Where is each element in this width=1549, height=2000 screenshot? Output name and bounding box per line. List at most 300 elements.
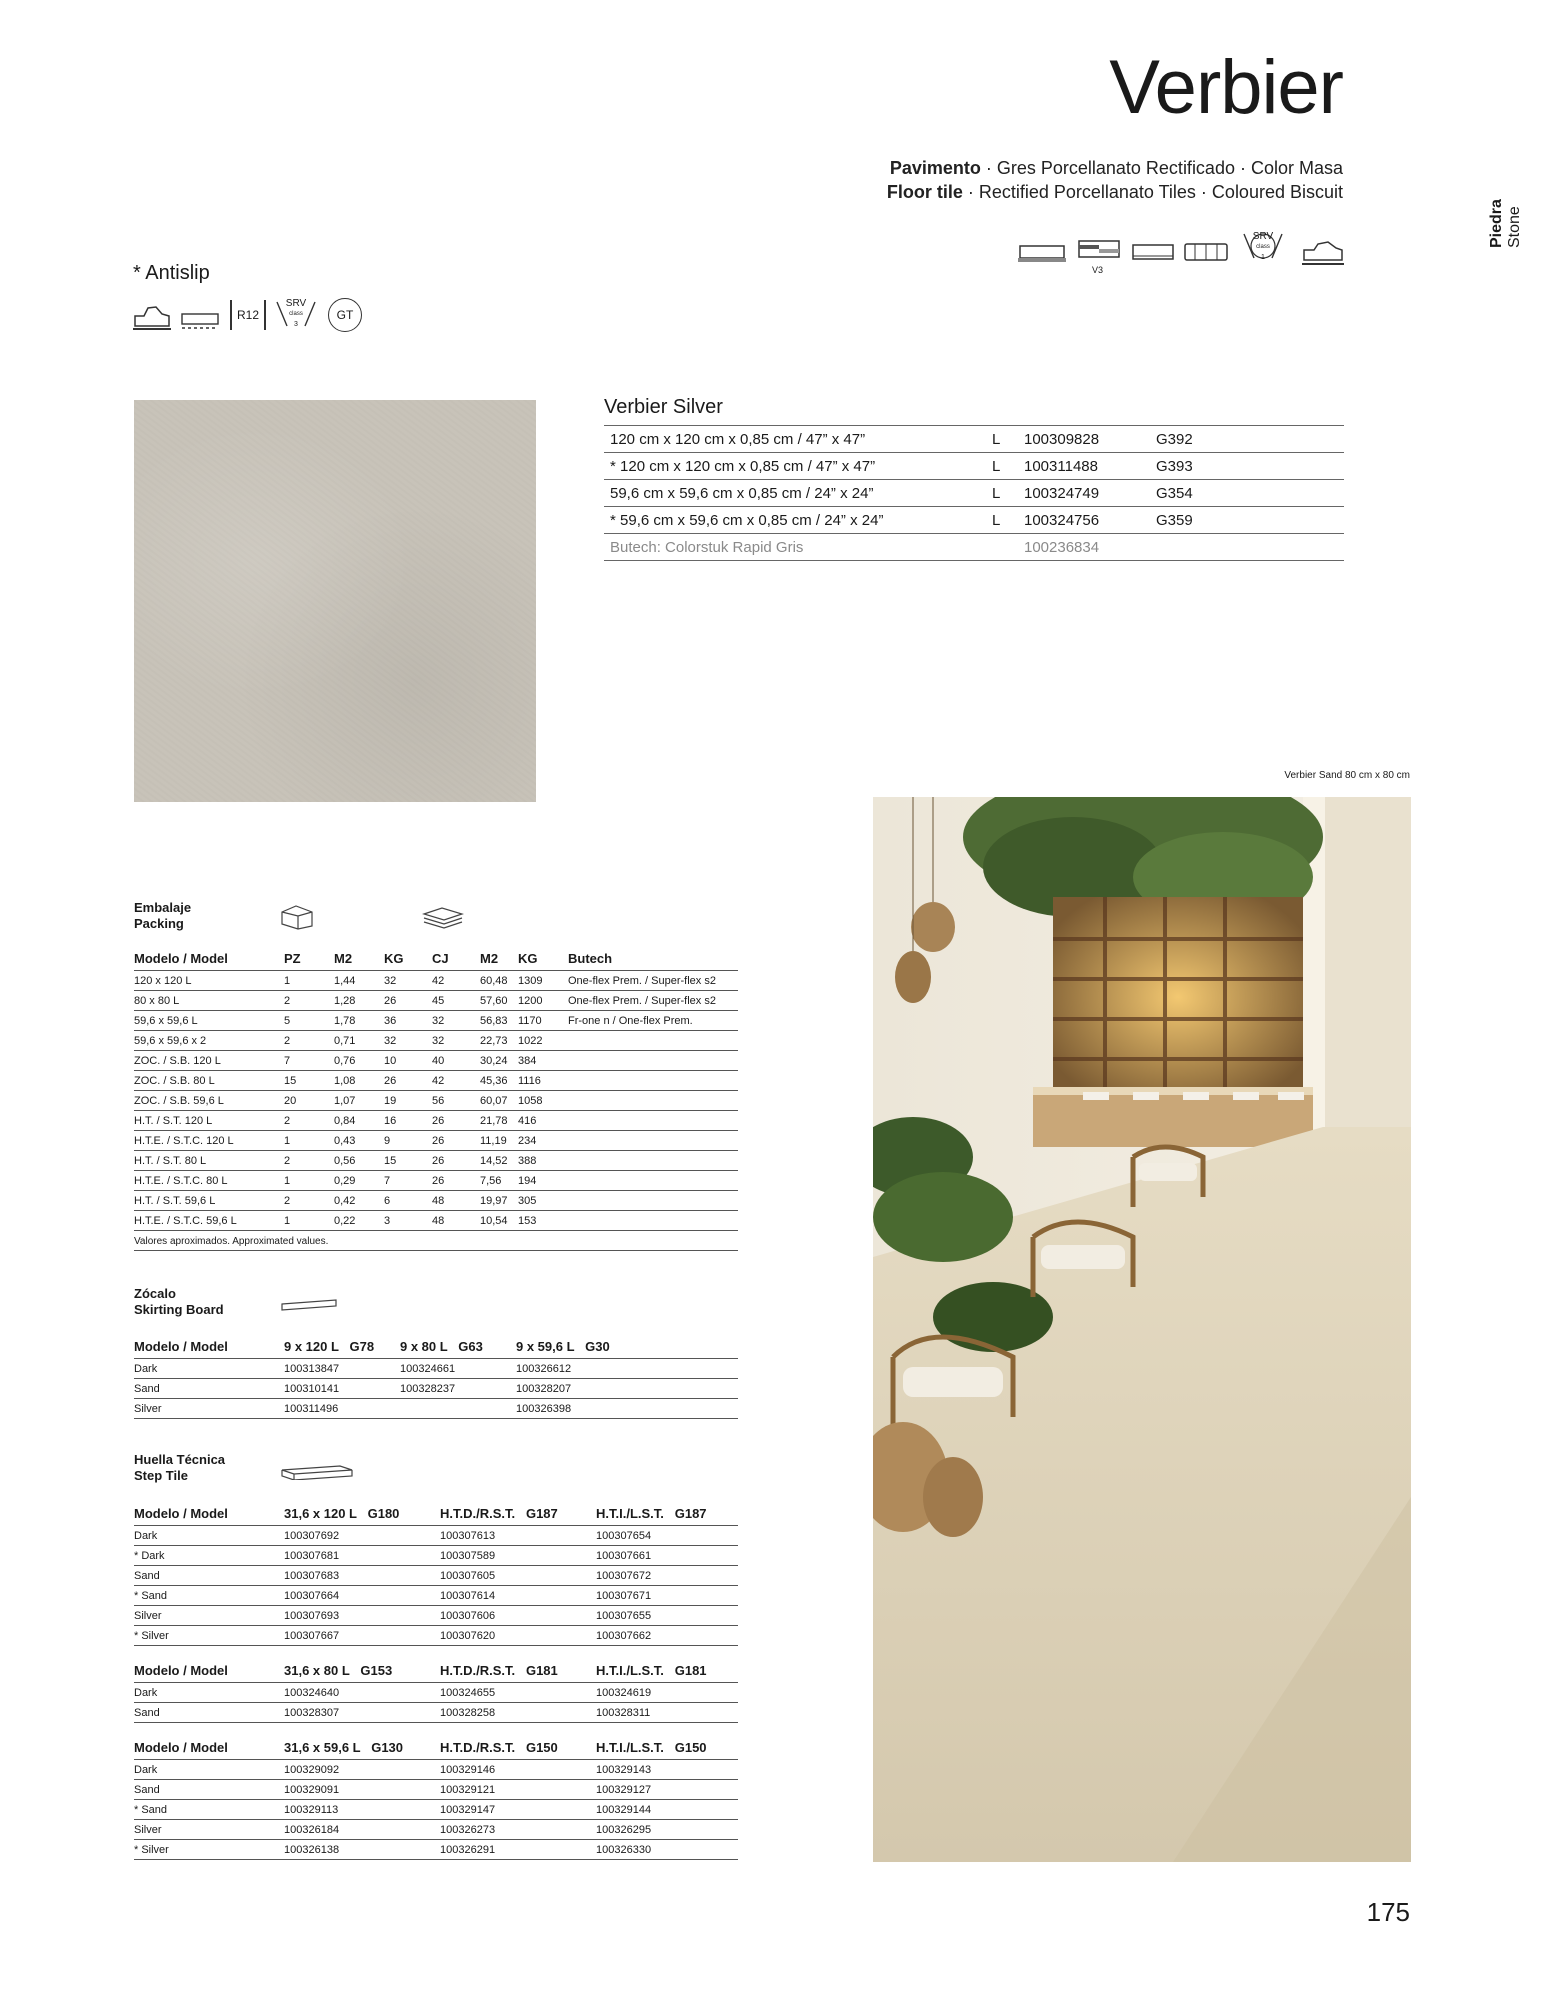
packing-cell: 59,6 x 59,6 x 2 <box>134 1031 284 1051</box>
step-header-row <box>134 1737 738 1760</box>
packing-cell: 48 <box>432 1211 480 1231</box>
shoe-icon <box>132 302 172 332</box>
packing-cell: H.T. / S.T. 59,6 L <box>134 1191 284 1211</box>
side-tab <box>1488 190 1528 260</box>
col-header: 9 x 80 L G63 <box>400 1339 483 1354</box>
packing-cell: 2 <box>284 991 334 1011</box>
product-row <box>604 480 1344 507</box>
step-cell: 100307661 <box>596 1546 738 1566</box>
packing-cell <box>568 1091 738 1111</box>
skirting-cell: 100313847 <box>284 1359 400 1379</box>
packing-cell: 36 <box>384 1011 432 1031</box>
packing-cell: 32 <box>384 1031 432 1051</box>
packing-cell: 388 <box>518 1151 568 1171</box>
packing-cell: 1,28 <box>334 991 384 1011</box>
col-header: 31,6 x 80 L G153 <box>284 1663 393 1678</box>
skirting-board-icon <box>280 1298 338 1312</box>
packing-cell: Fr-one n / One-flex Prem. <box>568 1011 738 1031</box>
product-size: * 59,6 cm x 59,6 cm x 0,85 cm / 24” x 24” <box>604 507 986 534</box>
antislip-label: * Antislip <box>133 262 210 284</box>
step-cell: Dark <box>134 1526 284 1546</box>
srv-class-word-antislip: class <box>289 311 303 317</box>
packing-cell: 19 <box>384 1091 432 1111</box>
skirting-row <box>134 1359 738 1379</box>
col-header: Butech <box>568 951 613 966</box>
tile-properties-icons <box>1018 228 1348 275</box>
packing-row <box>134 1071 738 1091</box>
packing-cell: 1,78 <box>334 1011 384 1031</box>
col-header: Modelo / Model <box>134 951 228 966</box>
step-cell: 100329113 <box>284 1800 440 1820</box>
col-header: 31,6 x 120 L G180 <box>284 1506 400 1521</box>
product-code: 100324756 <box>1018 507 1150 534</box>
step-cell: Dark <box>134 1683 284 1703</box>
packing-cell: 1116 <box>518 1071 568 1091</box>
r12-badge: R12 <box>230 300 266 330</box>
packing-cell: ZOC. / S.B. 80 L <box>134 1071 284 1091</box>
ambient-photo <box>873 797 1411 1862</box>
packing-cell: 9 <box>384 1131 432 1151</box>
photo-caption: Verbier Sand 80 cm x 80 cm <box>1284 770 1410 781</box>
restaurant-scene-illustration <box>873 797 1411 1862</box>
packing-cell: 0,42 <box>334 1191 384 1211</box>
col-header: Modelo / Model <box>134 1740 228 1755</box>
step-cell: 100307613 <box>440 1526 596 1546</box>
packing-cell: 60,48 <box>480 971 518 991</box>
step-row <box>134 1606 738 1626</box>
packing-row <box>134 1171 738 1191</box>
step-title-es: Huella Técnica <box>134 1452 226 1467</box>
step-cell: 100326295 <box>596 1820 738 1840</box>
packing-cell <box>568 1131 738 1151</box>
product-code: 100236834 <box>1018 534 1150 561</box>
step-cell: 100329092 <box>284 1760 440 1780</box>
skirting-cell: 100328237 <box>400 1379 516 1399</box>
col-header: M2 <box>334 951 353 966</box>
step-cell: Silver <box>134 1820 284 1840</box>
product-table <box>604 425 1344 561</box>
step-cell: 100307662 <box>596 1626 738 1646</box>
packing-cell: 57,60 <box>480 991 518 1011</box>
packing-cell: 0,43 <box>334 1131 384 1151</box>
packing-cell: 32 <box>384 971 432 991</box>
packing-cell: 1 <box>284 971 334 991</box>
v3-label: V3 <box>1092 265 1104 275</box>
step-cell: 100326184 <box>284 1820 440 1840</box>
step-title-en: Step Tile <box>134 1468 188 1483</box>
step-row <box>134 1566 738 1586</box>
packing-cell: 11,19 <box>480 1131 518 1151</box>
packing-cell: 26 <box>432 1151 480 1171</box>
packing-cell: 1,08 <box>334 1071 384 1091</box>
col-header: H.T.D./R.S.T. G150 <box>440 1740 558 1755</box>
packing-cell: 2 <box>284 1111 334 1131</box>
step-title <box>134 1452 225 1484</box>
step-cell: 100307672 <box>596 1566 738 1586</box>
packing-cell: 2 <box>284 1151 334 1171</box>
packing-title <box>134 900 191 932</box>
srv-class-word-top: class <box>1256 244 1270 250</box>
packing-cell: 2 <box>284 1031 334 1051</box>
packing-cell: 45 <box>432 991 480 1011</box>
packing-cell: 60,07 <box>480 1091 518 1111</box>
step-cell: 100307664 <box>284 1586 440 1606</box>
step-row <box>134 1780 738 1800</box>
col-header: PZ <box>284 951 301 966</box>
packing-title-es: Embalaje <box>134 900 192 915</box>
product-row <box>604 453 1344 480</box>
step-cell: 100307589 <box>440 1546 596 1566</box>
step-row <box>134 1840 738 1860</box>
packing-cell <box>568 1111 738 1131</box>
page-number: 175 <box>1366 1897 1410 1927</box>
packing-cell: 1 <box>284 1131 334 1151</box>
step-cell: Sand <box>134 1703 284 1723</box>
step-cell: 100329121 <box>440 1780 596 1800</box>
step-cell: 100324640 <box>284 1683 440 1703</box>
col-header: H.T.D./R.S.T. G187 <box>440 1506 558 1521</box>
col-header: 31,6 x 59,6 L G130 <box>284 1740 404 1755</box>
col-header: Modelo / Model <box>134 1339 228 1354</box>
col-header: 9 x 120 L G78 <box>284 1339 375 1354</box>
step-row <box>134 1820 738 1840</box>
skirting-cell: 100311496 <box>284 1399 400 1419</box>
col-header: Modelo / Model <box>134 1663 228 1678</box>
step-cell: 100328311 <box>596 1703 738 1723</box>
packing-cell: 0,76 <box>334 1051 384 1071</box>
step-cell: 100329144 <box>596 1800 738 1820</box>
packing-cell: 0,29 <box>334 1171 384 1191</box>
packing-cell: 19,97 <box>480 1191 518 1211</box>
step-header-row <box>134 1503 738 1526</box>
srv-label-top: SRV <box>1252 231 1274 242</box>
tile-swatch-image <box>134 400 536 802</box>
col-header: KG <box>518 951 538 966</box>
step-cell: Silver <box>134 1606 284 1626</box>
product-size: Butech: Colorstuk Rapid Gris <box>604 534 986 561</box>
packing-row <box>134 971 738 991</box>
step-cell: * Silver <box>134 1840 284 1860</box>
skirting-title-en: Skirting Board <box>134 1302 224 1317</box>
packing-cell: 0,84 <box>334 1111 384 1131</box>
step-cell: 100329147 <box>440 1800 596 1820</box>
step-row <box>134 1526 738 1546</box>
subtitle-en-bold: Floor tile <box>886 182 963 202</box>
step-table <box>134 1660 738 1723</box>
srv-class-3-text <box>285 299 307 329</box>
subtitle-en-rest: · Rectified Porcellanato Tiles · Coloured Biscuit <box>962 182 1343 202</box>
outdoor-floor-icon <box>180 310 220 332</box>
step-table <box>134 1737 738 1860</box>
step-cell: 100324655 <box>440 1683 596 1703</box>
skirting-cell: 100326398 <box>516 1399 738 1419</box>
step-cell: 100326330 <box>596 1840 738 1860</box>
packing-cell: 10 <box>384 1051 432 1071</box>
side-tab-en: Stone <box>1506 206 1523 248</box>
packing-cell: 120 x 120 L <box>134 971 284 991</box>
packing-cell: 416 <box>518 1111 568 1131</box>
skirting-rows <box>134 1359 738 1419</box>
packing-cell: 5 <box>284 1011 334 1031</box>
step-header-row <box>134 1660 738 1683</box>
product-ref <box>1150 534 1344 561</box>
step-cell: 100324619 <box>596 1683 738 1703</box>
product-size: * 120 cm x 120 cm x 0,85 cm / 47” x 47” <box>604 453 986 480</box>
packing-cell: 16 <box>384 1111 432 1131</box>
step-cell: 100307681 <box>284 1546 440 1566</box>
packing-cell: 0,71 <box>334 1031 384 1051</box>
packing-cell: 2 <box>284 1191 334 1211</box>
step-row <box>134 1683 738 1703</box>
packing-note: Valores aproximados. Approximated values. <box>134 1231 738 1251</box>
packing-cell: 1,07 <box>334 1091 384 1111</box>
packing-cell: 26 <box>432 1131 480 1151</box>
srv-class-top-text <box>1252 232 1274 262</box>
packing-row <box>134 991 738 1011</box>
packing-table <box>134 948 738 1251</box>
step-cell: 100307620 <box>440 1626 596 1646</box>
packing-cell <box>568 1191 738 1211</box>
packing-title-en: Packing <box>134 916 184 931</box>
step-cell: 100307614 <box>440 1586 596 1606</box>
step-cell: Sand <box>134 1566 284 1586</box>
skirting-cell: 100326612 <box>516 1359 738 1379</box>
product-ref: G359 <box>1150 507 1344 534</box>
packing-cell: 22,73 <box>480 1031 518 1051</box>
packing-cell: 234 <box>518 1131 568 1151</box>
packing-cell: 26 <box>384 991 432 1011</box>
col-header: M2 <box>480 951 499 966</box>
packing-cell: 1309 <box>518 971 568 991</box>
packing-cell: 1022 <box>518 1031 568 1051</box>
packing-cell: 30,24 <box>480 1051 518 1071</box>
packing-cell: 42 <box>432 1071 480 1091</box>
step-cell: 100307667 <box>284 1626 440 1646</box>
packing-cell <box>568 1211 738 1231</box>
packing-cell: 10,54 <box>480 1211 518 1231</box>
step-cell: 100307683 <box>284 1566 440 1586</box>
step-row <box>134 1546 738 1566</box>
packing-cell: H.T. / S.T. 120 L <box>134 1111 284 1131</box>
gt-badge: GT <box>328 298 362 332</box>
packing-cell: ZOC. / S.B. 120 L <box>134 1051 284 1071</box>
step-cell: 100329091 <box>284 1780 440 1800</box>
pallet-icon <box>420 904 466 930</box>
step-cell: 100326138 <box>284 1840 440 1860</box>
skirting-cell <box>400 1399 516 1419</box>
step-row <box>134 1703 738 1723</box>
step-cell: * Sand <box>134 1586 284 1606</box>
step-cell: 100307692 <box>284 1526 440 1546</box>
packing-row <box>134 1131 738 1151</box>
step-cell: 100329127 <box>596 1780 738 1800</box>
step-cell: 100326273 <box>440 1820 596 1840</box>
product-row <box>604 507 1344 534</box>
skirting-cell: 100328207 <box>516 1379 738 1399</box>
step-cell: * Sand <box>134 1800 284 1820</box>
packing-row <box>134 1191 738 1211</box>
packing-cell <box>568 1151 738 1171</box>
product-code: 100311488 <box>1018 453 1150 480</box>
packing-cell: H.T.E. / S.T.C. 59,6 L <box>134 1211 284 1231</box>
packing-cell: 1 <box>284 1171 334 1191</box>
col-header: Modelo / Model <box>134 1506 228 1521</box>
side-tab-es: Piedra <box>1488 199 1505 248</box>
product-row-grout <box>604 534 1344 561</box>
skirting-title <box>134 1286 224 1318</box>
rectified-edge-icon <box>1132 244 1174 262</box>
step-cell: Dark <box>134 1760 284 1780</box>
packing-cell: 6 <box>384 1191 432 1211</box>
packing-note-row <box>134 1231 738 1251</box>
packing-row <box>134 1211 738 1231</box>
packing-row <box>134 1091 738 1111</box>
step-cell: 100307605 <box>440 1566 596 1586</box>
product-code: 100324749 <box>1018 480 1150 507</box>
packing-cell: 384 <box>518 1051 568 1071</box>
packing-cell: 153 <box>518 1211 568 1231</box>
step-cell: 100328307 <box>284 1703 440 1723</box>
packing-cell: 32 <box>432 1011 480 1031</box>
skirting-cell: Dark <box>134 1359 284 1379</box>
packing-cell: 1 <box>284 1211 334 1231</box>
col-header: H.T.I./L.S.T. G150 <box>596 1740 707 1755</box>
packing-cell: 1,44 <box>334 971 384 991</box>
skirting-row <box>134 1399 738 1419</box>
packing-row <box>134 1051 738 1071</box>
skirting-cell: 100310141 <box>284 1379 400 1399</box>
packing-row <box>134 1031 738 1051</box>
packing-cell: 80 x 80 L <box>134 991 284 1011</box>
radiator-heating-icon <box>1184 242 1228 264</box>
subtitle-es-bold: Pavimento <box>889 158 981 178</box>
step-row <box>134 1760 738 1780</box>
step-row <box>134 1586 738 1606</box>
skirting-header-row <box>134 1336 738 1359</box>
packing-cell: 21,78 <box>480 1111 518 1131</box>
srv-class-number-top: 1 <box>1261 254 1265 261</box>
skirting-table <box>134 1336 738 1419</box>
packing-row <box>134 1011 738 1031</box>
packing-cell: One-flex Prem. / Super-flex s2 <box>568 991 738 1011</box>
page-title: Verbier <box>1109 45 1343 130</box>
packing-cell: 26 <box>432 1111 480 1131</box>
step-tile-icon <box>280 1464 354 1480</box>
step-cell: 100307693 <box>284 1606 440 1626</box>
packing-row <box>134 1111 738 1131</box>
packing-rows <box>134 971 738 1251</box>
packing-cell: 15 <box>384 1151 432 1171</box>
col-header: H.T.I./L.S.T. G181 <box>596 1663 707 1678</box>
step-cell: 100307606 <box>440 1606 596 1626</box>
shade-variation-icon <box>1078 240 1120 262</box>
step-tables <box>134 1503 738 1874</box>
packing-cell: 0,56 <box>334 1151 384 1171</box>
packing-cell: H.T.E. / S.T.C. 80 L <box>134 1171 284 1191</box>
skirting-cell: Silver <box>134 1399 284 1419</box>
skirting-row <box>134 1379 738 1399</box>
packing-cell: 1200 <box>518 991 568 1011</box>
packing-cell: 59,6 x 59,6 L <box>134 1011 284 1031</box>
packing-cell: 3 <box>384 1211 432 1231</box>
packing-cell: H.T.E. / S.T.C. 120 L <box>134 1131 284 1151</box>
packing-cell: ZOC. / S.B. 59,6 L <box>134 1091 284 1111</box>
product-type: L <box>986 453 1018 480</box>
step-row <box>134 1800 738 1820</box>
step-row <box>134 1626 738 1646</box>
step-cell: 100326291 <box>440 1840 596 1860</box>
skirting-cell: Sand <box>134 1379 284 1399</box>
step-table <box>134 1503 738 1646</box>
floor-tile-icon <box>1018 244 1066 264</box>
packing-cell: 7 <box>384 1171 432 1191</box>
packing-header-row <box>134 948 738 971</box>
packing-cell: 15 <box>284 1071 334 1091</box>
step-cell: Sand <box>134 1780 284 1800</box>
subtitle-spanish <box>700 158 1343 179</box>
product-row <box>604 426 1344 453</box>
packing-cell: 1058 <box>518 1091 568 1111</box>
col-header: H.T.I./L.S.T. G187 <box>596 1506 707 1521</box>
packing-cell: H.T. / S.T. 80 L <box>134 1151 284 1171</box>
box-icon <box>280 904 314 930</box>
product-type: L <box>986 480 1018 507</box>
product-code: 100309828 <box>1018 426 1150 453</box>
step-cell: 100307654 <box>596 1526 738 1546</box>
product-size: 59,6 cm x 59,6 cm x 0,85 cm / 24” x 24” <box>604 480 986 507</box>
step-cell: * Silver <box>134 1626 284 1646</box>
packing-cell: 26 <box>432 1171 480 1191</box>
step-cell: 100329143 <box>596 1760 738 1780</box>
packing-cell: 194 <box>518 1171 568 1191</box>
packing-cell: 45,36 <box>480 1071 518 1091</box>
packing-cell: 56 <box>432 1091 480 1111</box>
skirting-title-es: Zócalo <box>134 1286 176 1301</box>
packing-cell: 56,83 <box>480 1011 518 1031</box>
packing-cell: 20 <box>284 1091 334 1111</box>
product-ref: G392 <box>1150 426 1344 453</box>
col-header: CJ <box>432 951 449 966</box>
packing-cell <box>568 1051 738 1071</box>
product-ref: G393 <box>1150 453 1344 480</box>
step-cell: 100307671 <box>596 1586 738 1606</box>
col-header: 9 x 59,6 L G30 <box>516 1339 610 1354</box>
product-size: 120 cm x 120 cm x 0,85 cm / 47” x 47” <box>604 426 986 453</box>
packing-cell: 26 <box>384 1071 432 1091</box>
col-header: H.T.D./R.S.T. G181 <box>440 1663 558 1678</box>
srv-class-number-antislip: 3 <box>294 321 298 328</box>
packing-cell: 48 <box>432 1191 480 1211</box>
product-type <box>986 534 1018 561</box>
packing-cell <box>568 1071 738 1091</box>
packing-cell: 305 <box>518 1191 568 1211</box>
packing-cell: 7 <box>284 1051 334 1071</box>
step-cell: 100328258 <box>440 1703 596 1723</box>
packing-cell <box>568 1171 738 1191</box>
product-ref: G354 <box>1150 480 1344 507</box>
packing-cell: 32 <box>432 1031 480 1051</box>
step-cell: 100307655 <box>596 1606 738 1626</box>
packing-cell: 1170 <box>518 1011 568 1031</box>
product-title: Verbier Silver <box>604 396 723 418</box>
step-cell: 100329146 <box>440 1760 596 1780</box>
packing-cell: 42 <box>432 971 480 991</box>
packing-cell: 7,56 <box>480 1171 518 1191</box>
packing-cell <box>568 1031 738 1051</box>
antislip-icons <box>132 296 372 340</box>
subtitle-english <box>700 182 1343 203</box>
packing-cell: 40 <box>432 1051 480 1071</box>
